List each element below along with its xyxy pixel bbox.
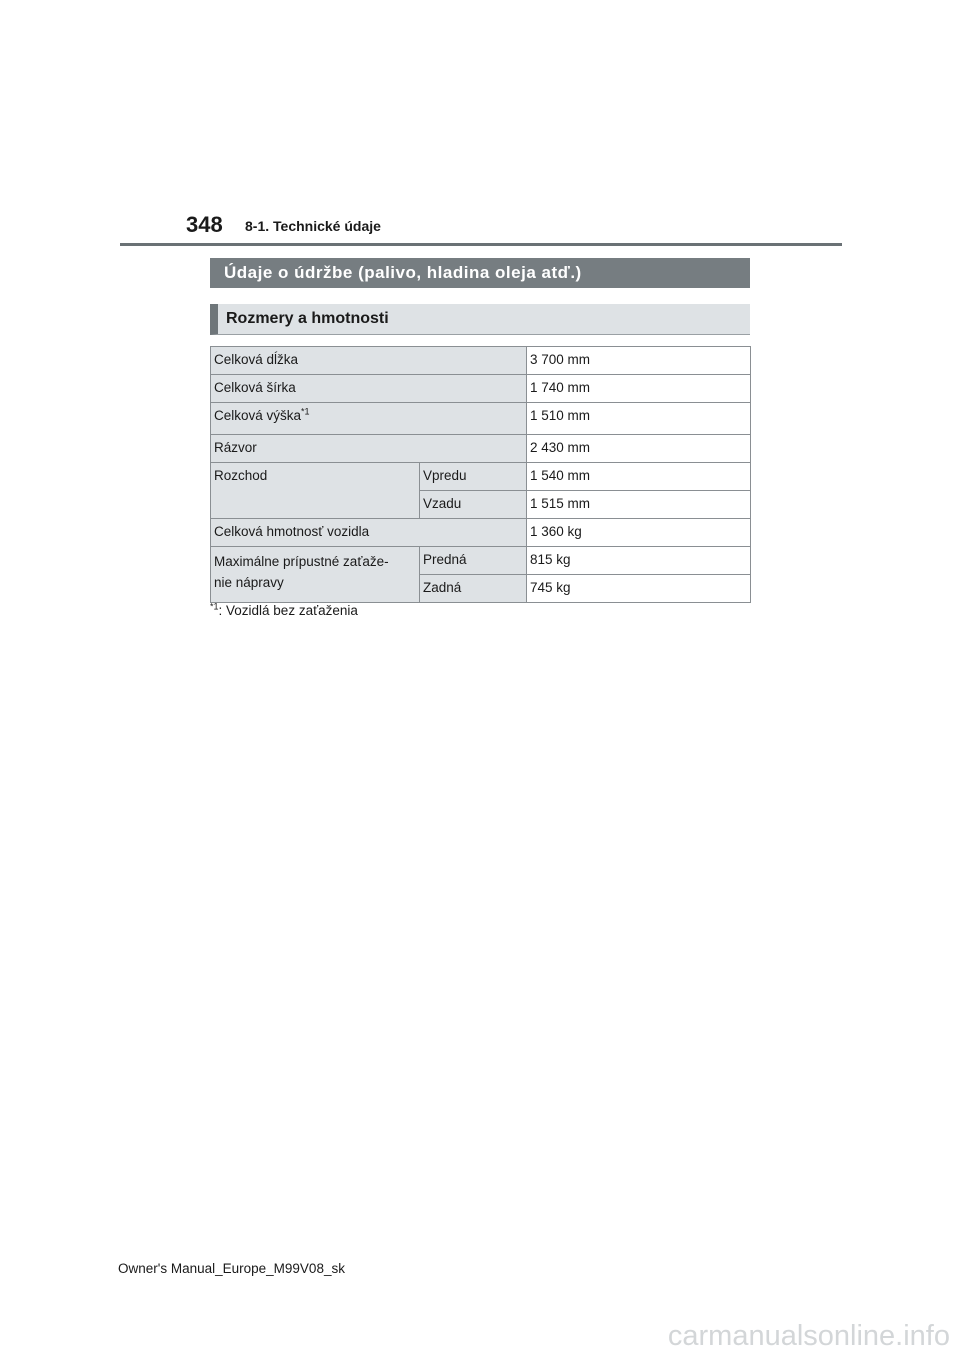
footnote-ref: *1 — [301, 406, 310, 417]
axle-load-label-line1: Maximálne prípustné zaťaže- — [214, 554, 389, 569]
table-row — [211, 375, 751, 403]
axle-rear-value: 745 kg — [527, 575, 751, 603]
track-rear-label: Vzadu — [420, 491, 527, 519]
track-rear-value: 1 515 mm — [527, 491, 751, 519]
table-row — [211, 435, 751, 463]
width-value: 1 740 mm — [527, 375, 751, 403]
subsection-title: Rozmery a hmotnosti — [210, 304, 750, 335]
footnote-text: : Vozidlá bez zaťaženia — [218, 603, 358, 618]
wheelbase-label: Rázvor — [211, 435, 527, 463]
watermark: carmanualsonline.info — [667, 1320, 950, 1352]
footnote-mark: *1 — [210, 601, 219, 612]
table-row — [211, 547, 751, 575]
table-row — [211, 519, 751, 547]
height-label: Celková výška — [214, 408, 302, 423]
header-rule — [120, 243, 842, 246]
wheelbase-value: 2 430 mm — [527, 435, 751, 463]
gross-weight-label: Celková hmotnosť vozidla — [211, 519, 527, 547]
axle-front-label: Predná — [420, 547, 527, 575]
section-title: Údaje o údržbe (palivo, hladina oleja atď.) — [210, 258, 750, 288]
chapter-title: 8-1. Technické údaje — [245, 218, 381, 234]
height-label-cell — [211, 403, 527, 435]
axle-front-value: 815 kg — [527, 547, 751, 575]
track-label: Rozchod — [211, 463, 420, 519]
gross-weight-value: 1 360 kg — [527, 519, 751, 547]
length-value: 3 700 mm — [527, 347, 751, 375]
table-row — [211, 347, 751, 375]
length-label: Celková dĺžka — [211, 347, 527, 375]
table-row — [211, 463, 751, 491]
footnote — [210, 603, 358, 618]
table-row — [211, 403, 751, 435]
height-value: 1 510 mm — [527, 403, 751, 435]
page-number: 348 — [186, 212, 223, 237]
track-front-label: Vpredu — [420, 463, 527, 491]
width-label: Celková šírka — [211, 375, 527, 403]
dimensions-table — [210, 346, 751, 603]
axle-load-label-line2: nie nápravy — [214, 575, 284, 590]
track-front-value: 1 540 mm — [527, 463, 751, 491]
page-footer: Owner's Manual_Europe_M99V08_sk — [118, 1261, 345, 1276]
axle-rear-label: Zadná — [420, 575, 527, 603]
axle-load-label — [211, 547, 420, 603]
